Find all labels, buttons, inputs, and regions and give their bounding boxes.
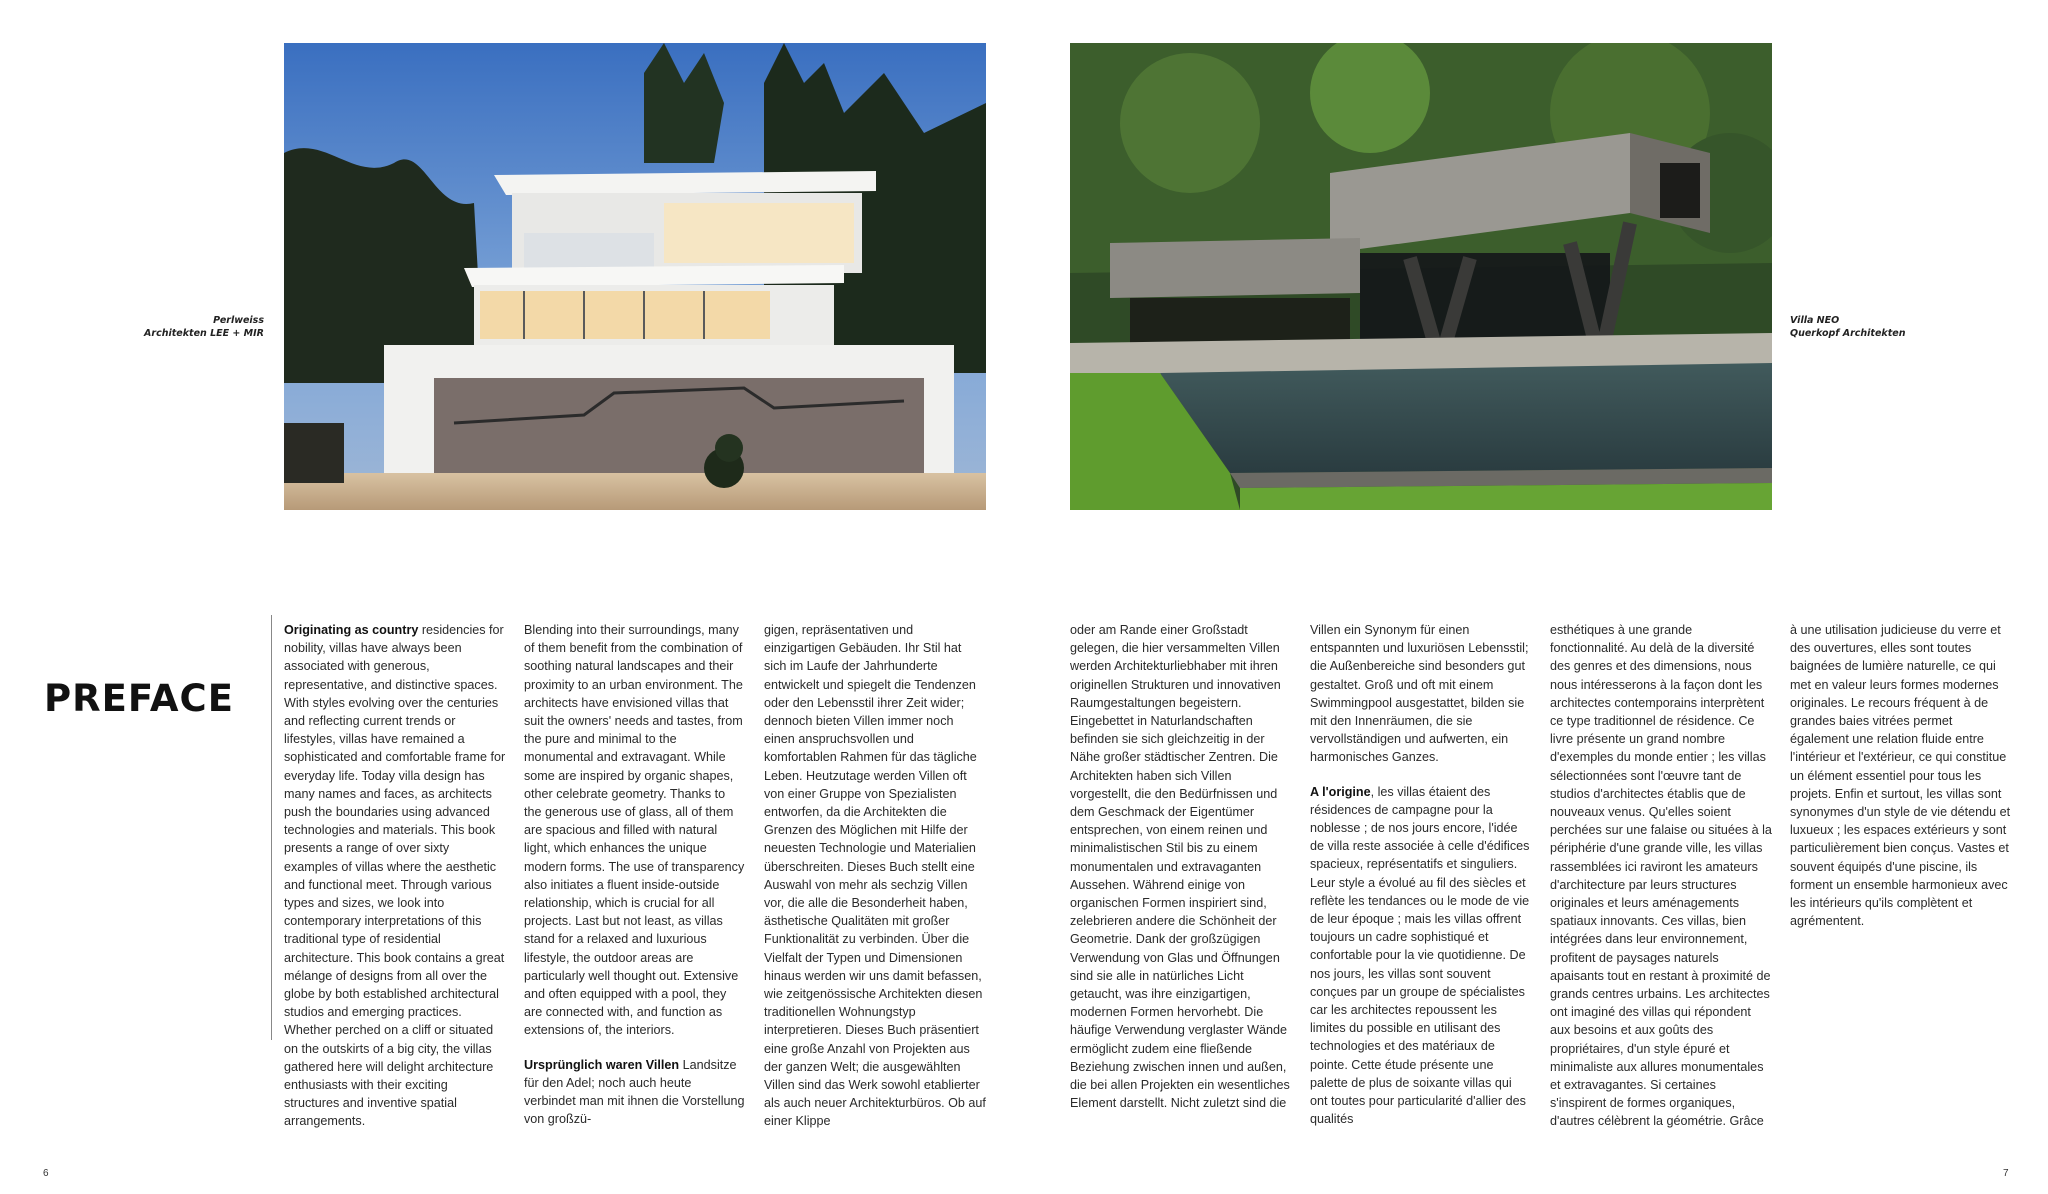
caption-architect: Architekten LEE + MIR	[144, 328, 264, 339]
paragraph-text: Blending into their surroundings, many of them benefit from the combination of soothing natural landscapes and their proximity to an urban environment. The architects have envisioned villas that suit the owners' needs and tastes, from the pure and minimal to the monumental and extravagant. While some are inspired by organic shapes, other celebrate geometry. Thanks to the generous use of glass, all of them are spacious and filled with natural light, which enhances the unique modern forms. The use of transparency also initiates a fluent inside-outside relationship, which is crucial for all projects. Last but not least, as villas stand for a relaxed and luxurious lifestyle, the outdoor areas are particularly well thought out. Extensive and often equipped with a pool, they are connected with, and function as extensions of, the interiors.	[524, 623, 745, 1038]
text-column-english-1	[284, 621, 506, 1131]
paragraph-text: Villen ein Synonym für einen entspannten und luxuriösen Lebensstil; die Außenbereiche sind besonders gut gestaltet. Groß und oft mit einem Swimmingpool ausgestattet, bilden sie mit den Innenräumen, die sie vervollständigen und aufwerten, ein harmonisches Ganzes.	[1310, 623, 1529, 765]
paragraph-text: gigen, repräsentativen und einzigartigen Gebäuden. Ihr Stil hat sich im Laufe der Jahrhunderte entwickelt und spiegelt die Tendenzen oder den Lebensstil ihrer Zeit wider; dennoch bieten Villen immer noch einen anspruchsvollen und komfortablen Rahmen für das tägliche Leben. Heutzutage werden Villen oft von einer Gruppe von Spezialisten entworfen, da die Architekten die Grenzen des Möglichen mit Hilfe der neuesten Technologie und Materialien überschreiten. Dieses Buch stellt eine Auswahl von mehr als sechzig Villen vor, die alle die Besonderheit haben, ästhetische Qualitäten mit großer Funktionalität zu verbinden. Über die Vielfalt der Typen und Dimensionen hinaus werden wir uns damit befassen, wie zeitgenössische Architekten diesen traditionellen Wohnungstyp interpretieren. Dieses Buch präsentiert eine große Anzahl von Projekten aus der ganzen Welt; die ausgewählten Villen sind das Werk sowohl etablierter als auch neuer Architekturbüros. Ob auf einer Klippe	[764, 623, 986, 1129]
text-column-french-2	[1550, 621, 1772, 1131]
page-title: PREFACE	[44, 677, 234, 720]
text-column-french-1	[1310, 621, 1532, 1128]
column-rule	[271, 615, 272, 1040]
paragraph-text: oder am Rande einer Großstadt gelegen, die hier versammelten Villen werden Architekturliebhaber mit ihren originellen Strukturen und innovativen Raumgestaltungen begeistern. Eingebettet in Naturlandschaften befinden sie sich gleichzeitig in der Nähe großer städtischer Zentren. Die Architekten haben sich Villen vorgestellt, die den Bedürfnissen und dem Geschmack der Eigentümer entsprechen, von einem reinen und minimalistischen Stil bis zu einem monumentalen und extravaganten Aussehen. Während einige von organischen Formen inspiriert sind, zelebrieren andere die Schönheit der Geometrie. Dank der großzügigen Verwendung von Glas und Öffnungen sind sie alle in natürliches Licht getaucht, was ihre einzigartigen, modernen Formen hervorhebt. Die häufige Verwendung verglaster Wände ermöglicht zudem eine fließende Beziehung zwischen innen und außen, die bei allen Projekten ein wesentliches Element darstellt. Nicht zuletzt sind die	[1070, 623, 1290, 1111]
page-number-right: 7	[2003, 1168, 2009, 1179]
page-number-left: 6	[43, 1168, 49, 1179]
photo-perlweiss	[284, 43, 986, 510]
caption-perlweiss	[140, 314, 264, 340]
lead-in: Ursprünglich waren Villen	[524, 1057, 680, 1072]
lead-in: A l'origine	[1310, 784, 1371, 799]
paragraph-text: esthétiques à une grande fonctionnalité. Au delà de la diversité des genres et des dimensions, nous nous intéresserons à la façon dont les architectes contemporains interprètent ce type traditionnel de résidence. Ce livre présente un grand nombre d'exemples du monde entier ; les villas sélectionnées sont l'œuvre tant de studios d'architectes établis que de nouveaux venus. Qu'elles soient perchées sur une falaise ou situées à la périphérie d'une grande ville, les villas rassemblées ici raviront les amateurs d'architecture par leurs structures originales et leurs aménagements spatiaux innovants. Ces villas, bien intégrées dans leur environnement, profitent de paysages naturels apaisants tout en restant à proximité de grands centres urbains. Les architectes ont imaginé des villas qui répondent aux besoins et aux goûts des propriétaires, d'un style épuré et minimaliste aux allures monumentales et extravagantes. Si certaines s'inspirent de formes organiques, d'autres célèbrent la géométrie. Grâce	[1550, 623, 1772, 1129]
paragraph-text: residencies for nobility, villas have always been associated with generous, representative, and distinctive spaces. With styles evolving over the centuries and reflecting current trends or lifestyles, villas have remained a sophisticated and comfortable frame for everyday life. Today villa design has many names and faces, as architects push the boundaries using advanced technologies and materials. This book presents a range of over sixty examples of villas where the aesthetic and functional meet. Through various types and sizes, we look into contemporary interpretations of this traditional type of residential architecture. This book contains a great mélange of designs from all over the globe by both established architectural studios and emerging practices. Whether perched on a cliff or situated on the outskirts of a big city, the villas gathered here will delight architecture enthusiasts with their exciting structures and inventive spatial arrangements.	[284, 623, 506, 1129]
paragraph-text: Landsitze für den Adel; noch auch heute verbindet man mit ihnen die Vorstellung von großzü-	[524, 1057, 745, 1127]
text-column-english-2	[524, 621, 746, 1128]
caption-title: Villa NEO	[1790, 315, 1840, 326]
photo-villa-neo	[1070, 43, 1772, 510]
paragraph-text: à une utilisation judicieuse du verre et des ouvertures, elles sont toutes baignées de lumière naturelle, ce qui met en valeur leurs formes modernes originales. Le recours fréquent à de grandes baies vitrées permet également une relation fluide entre l'intérieur et l'extérieur, ce qui constitue un élément essentiel pour tous les projets. Enfin et surtout, les villas sont synonymes d'un style de vie détendu et luxueux ; les espaces extérieurs y sont particulièrement bien conçus. Vastes et souvent équipés d'une piscine, ils forment un ensemble harmonieux avec les intérieurs qu'ils complètent et agrémentent.	[1790, 623, 2011, 929]
caption-architect: Querkopf Architekten	[1790, 328, 1906, 339]
text-column-french-3	[1790, 621, 2012, 930]
caption-villa-neo	[1790, 314, 1950, 340]
text-column-german-1	[764, 621, 986, 1131]
text-column-german-2	[1070, 621, 1292, 1112]
paragraph-text: , les villas étaient des résidences de campagne pour la noblesse ; de nos jours encore, l'idée de villa reste associée à celle d'édifices spacieux, représentatifs et singuliers. Leur style a évolué au fil des siècles et reflète les tendances ou le mode de vie de leur époque ; mais les villas offrent toujours un cadre sophistiqué et confortable pour la vie quotidienne. De nos jours, les villas sont souvent conçues par un groupe de spécialistes car les architectes repoussent les limites du possible en utilisant des technologies et des matériaux de pointe. Cette étude présente une palette de plus de soixante villas qui ont toutes pour particularité d'allier des qualités	[1310, 784, 1530, 1127]
caption-title: Perlweiss	[213, 315, 264, 326]
lead-in: Originating as country	[284, 623, 419, 637]
